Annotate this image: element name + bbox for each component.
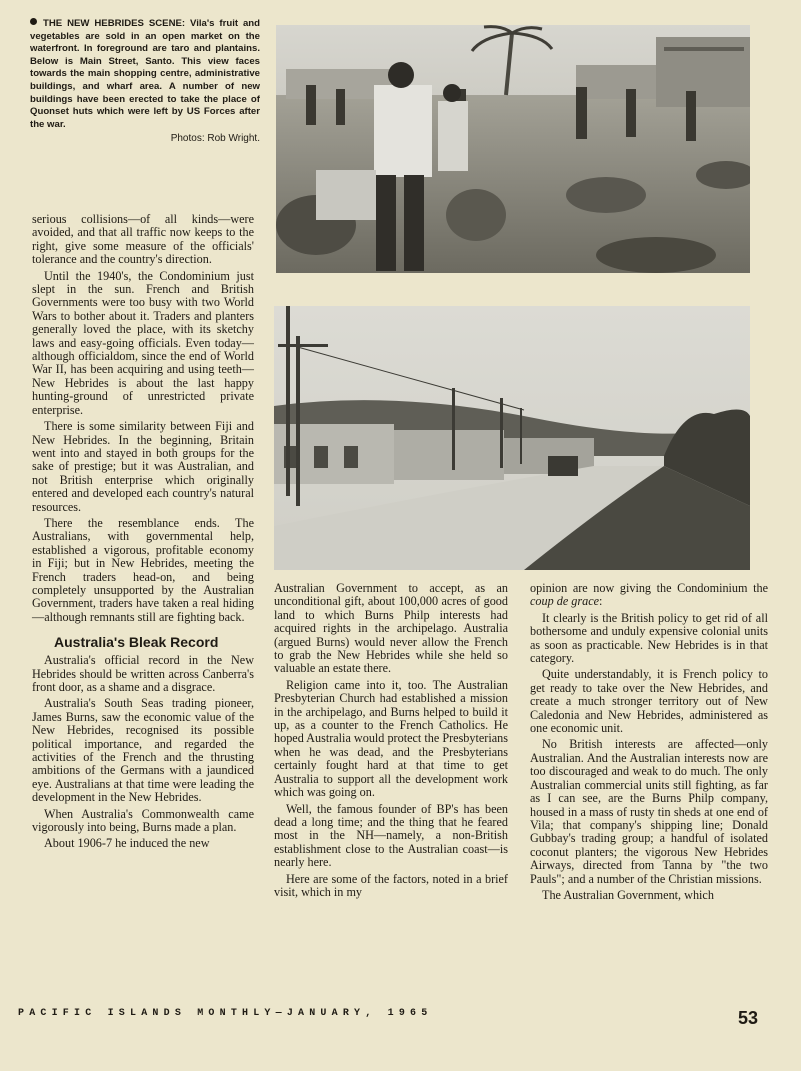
paragraph: Quite understandably, it is French policy to get ready to take over the New Hebrides, and create a much stronger territory out of New Caledonia and New Hebrides, administered as one economic unit. [530, 667, 768, 736]
text-column-3 [530, 582, 768, 905]
photo-caption [30, 18, 260, 146]
page-number: 53 [738, 1008, 759, 1028]
running-footer: PACIFIC ISLANDS MONTHLY—JANUARY, 1965 [18, 1008, 433, 1019]
caption-heading: THE NEW HEBRIDES SCENE: [43, 18, 186, 29]
paragraph: Until the 1940's, the Condominium just slept in the sun. French and British Governments were too busy with two World Wars to bother about it. Traders and planters generally loved the place, with its sketchy laws and easy-going officials. Even today—although officialdom, since the end of World War II, has been acquiring and using teeth—New Hebrides is about the last happy hunting-ground of unrestricted private enterprise. [32, 268, 254, 417]
bullet-icon [30, 18, 37, 25]
paragraph: Here are some of the factors, noted in a brief visit, which in my [274, 871, 508, 899]
paragraph: About 1906-7 he induced the new [44, 836, 210, 851]
paragraph: serious collisions—of all kinds—were avoided, and that all traffic now keeps to the right, give some measure of the officials' tolerance and the country's direction. [32, 212, 254, 267]
text-column-2 [274, 582, 508, 902]
text-column-1 [32, 213, 254, 854]
paragraph: Australia's South Seas trading pioneer, James Burns, saw the economic value of the New Hebrides, recognised its possible political importance, and regarded the activities of the French and the thrusting ambitions of the Germans with a jaundiced eye. Australians at that time were leading the development in the New Hebrides. [32, 696, 254, 805]
lead-emphasis: coup de grace [530, 594, 600, 609]
paragraph: Australia's official record in the New Hebrides should be written across Canberra's front door, as a shame and a disgrace. [32, 653, 254, 694]
lead-end: : [599, 594, 603, 609]
paragraph: Australian Government to accept, as an unconditional gift, about 100,000 acres of good land to which Burns Philp interests had acquired rights in the archipelago. Australia (argued Burns) would never allow the French to grab the New Hebrides while she held so valuable an estate there. [274, 581, 508, 676]
market-photo [276, 25, 750, 273]
paragraph: It clearly is the British policy to get rid of all bothersome and unduly expensive colonial units as soon as practicable. New Hebrides is in that category. [530, 610, 768, 666]
paragraph: Well, the famous founder of BP's has been dead a long time; and the thing that he feared most in the NH—namely, a non-British establishment close to the Australian coast—is nearly here. [274, 801, 508, 870]
section-heading: Australia's Bleak Record [54, 634, 219, 651]
photo-credit: Photos: Rob Wright. [170, 133, 260, 145]
paragraph: There is some similarity between Fiji and New Hebrides. In the beginning, Britain went into and stayed in both groups for the sake of prestige; but it was Australian, and not British enterprise which originally entered and developed each country's natural resources. [32, 419, 254, 514]
paragraph: The Australian Government, which [542, 887, 714, 902]
paragraph: No British interests are affected—only Australian. And the Australian interests now are too discouraged and weak to do much. The only Australian commercial units still fighting, as far as I can see, are the Burns Philp company, housed in a mass of rusty tin sheds at one end of Vila; that company's shipping line; Donald Gubbay's trading group; a handful of isolated coconut planters; the vigorous New Hebrides Airways, directed from Tanna by "the two Pauls"; and a number of the Christian missions. [530, 737, 768, 886]
caption-text: Vila's fruit and vegetables are sold in an open market on the waterfront. In foreground are taro and plantains. Below is Main Street, Santo. This view faces towards the main shopping centre, administrative buildings, and wharf area. A number of new buildings have been erected to take the place of Quonset huts which were left by US Forces after the war. [30, 18, 261, 130]
paragraph: When Australia's Commonwealth came vigorously into being, Burns made a plan. [32, 806, 254, 835]
lead-text: opinion are now giving the Condominium the [530, 581, 768, 595]
paragraph: Religion came into it, too. The Australian Presbyterian Church had established a mission in the archipelago, and Burns helped to build it up, as a counter to the French Catholics. He hoped Australia would protect the Presbyterians when he was dead, and the Presbyterians certainly fought hard at that time to get Australia to support all the development work which was going on. [274, 677, 508, 800]
street-photo [274, 306, 750, 570]
paragraph: There the resemblance ends. The Australians, with governmental help, established a vigorous, profitable economy in Fiji; but in New Hebrides, meeting the French traders head-on, and being completely unsupported by the Australian Government, traders have taken a real hiding—although remnants still are fighting back. [32, 515, 254, 624]
paragraph [530, 582, 768, 609]
